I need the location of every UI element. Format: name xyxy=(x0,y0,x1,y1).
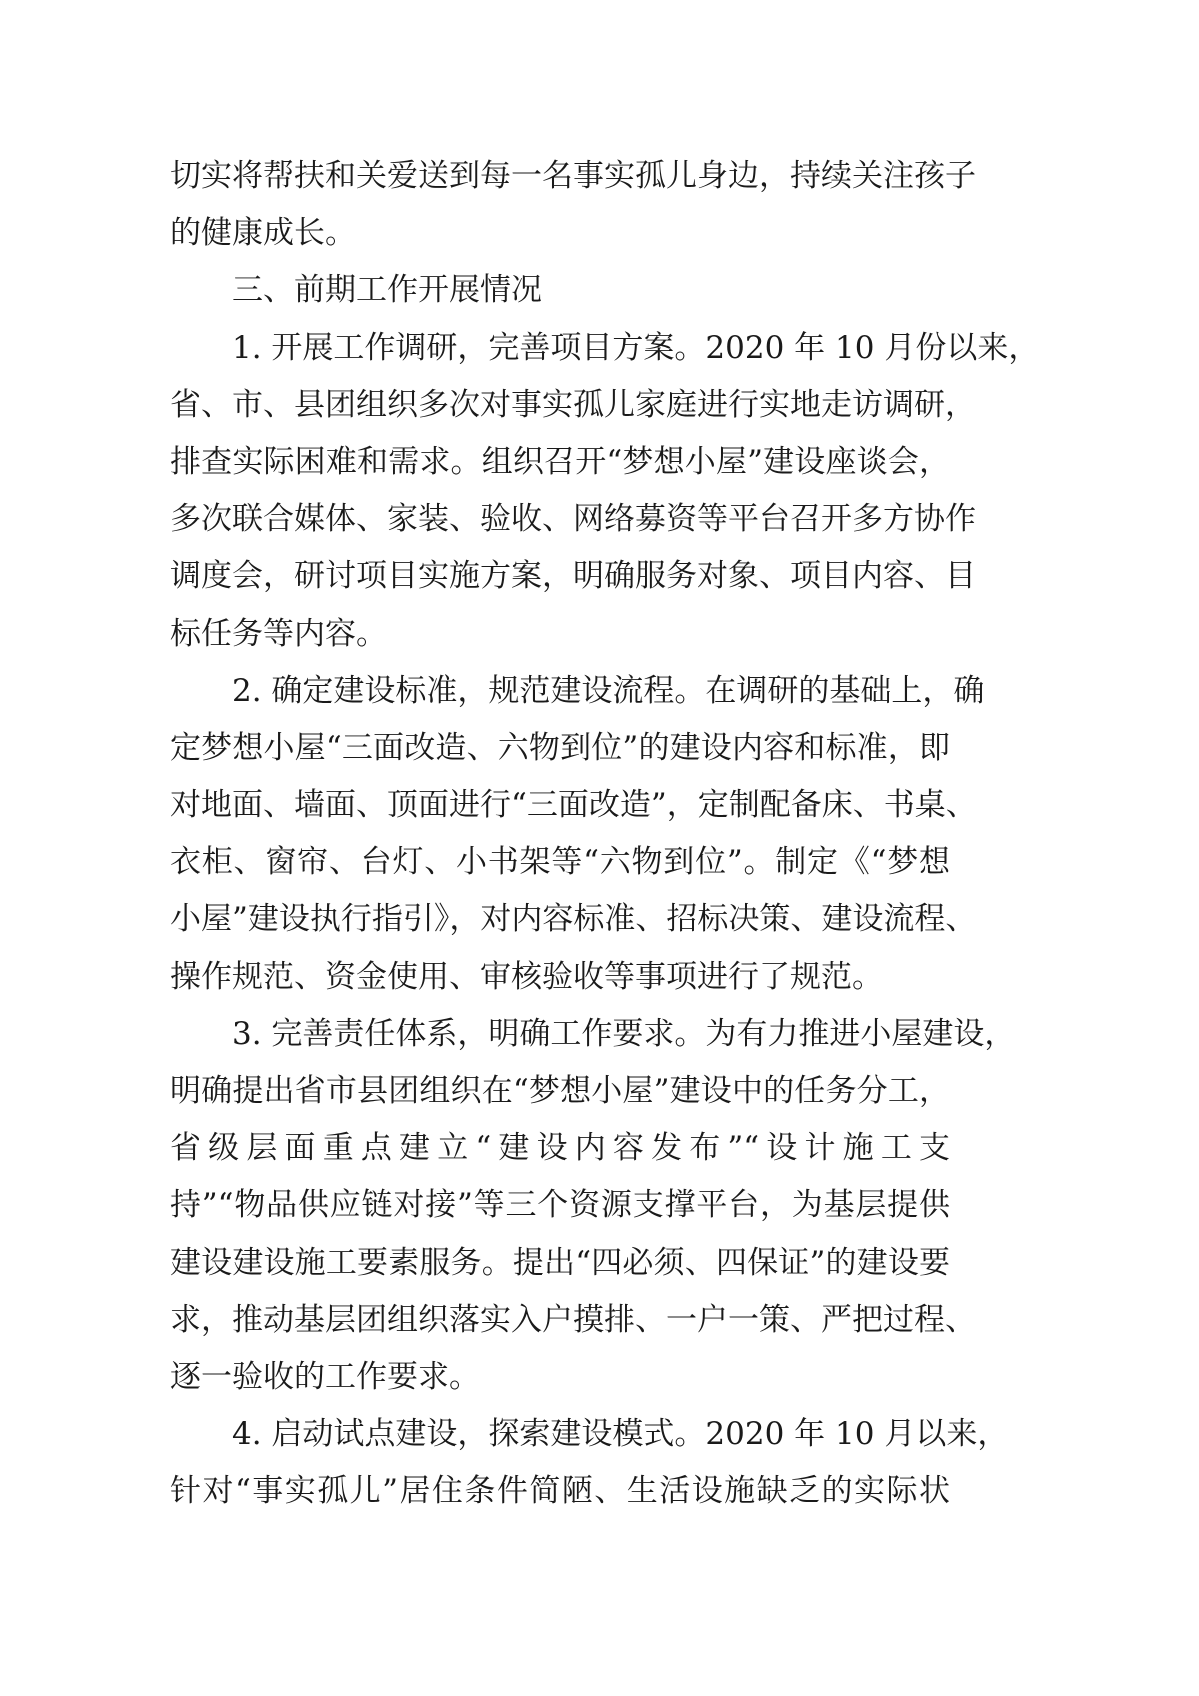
text-line: 针对“事实孤儿”居住条件简陋、生活设施缺乏的实际状 xyxy=(170,1473,950,1510)
text-line: 逐一验收的工作要求。 xyxy=(170,1358,480,1395)
paragraph-4 xyxy=(170,1406,1009,1520)
text-line: 1. 开展工作调研，完善项目方案。2020 年 10 月份以来， xyxy=(232,329,1040,366)
text-line: 标任务等内容。 xyxy=(170,615,387,652)
text-line: 省级层面重点建立“建设内容发布”“设计施工支 xyxy=(170,1130,950,1167)
text-line: 排查实际困难和需求。组织召开“梦想小屋”建设座谈会， xyxy=(170,443,950,480)
text-line: 定梦想小屋“三面改造、六物到位”的建设内容和标准，即 xyxy=(170,729,950,766)
text-line: 小屋”建设执行指引》，对内容标准、招标决策、建设流程、 xyxy=(170,901,977,938)
text-line: 持”“物品供应链对接”等三个资源支撑平台，为基层提供 xyxy=(170,1187,950,1224)
text-line: 对地面、墙面、顶面进行“三面改造”，定制配备床、书桌、 xyxy=(170,787,977,824)
paragraph-continuation xyxy=(170,148,976,262)
text-line: 求，推动基层团组织落实入户摸排、一户一策、严把过程、 xyxy=(170,1301,976,1338)
text-line: 调度会，研讨项目实施方案，明确服务对象、项目内容、目 xyxy=(170,558,976,595)
text-line: 省、市、县团组织多次对事实孤儿家庭进行实地走访调研， xyxy=(170,386,976,423)
paragraph-2 xyxy=(170,663,985,1006)
text-line: 3. 完善责任体系，明确工作要求。为有力推进小屋建设， xyxy=(232,1015,1016,1052)
paragraph-3 xyxy=(170,1006,1016,1406)
document-body xyxy=(170,148,1040,1521)
text-line: 的健康成长。 xyxy=(170,215,356,252)
text-line: 切实将帮扶和关爱送到每一名事实孤儿身边，持续关注孩子 xyxy=(170,158,976,194)
text-line: 操作规范、资金使用、审核验收等事项进行了规范。 xyxy=(170,958,883,995)
text-line: 明确提出省市县团组织在“梦想小屋”建设中的任务分工， xyxy=(170,1073,950,1109)
text-line: 4. 启动试点建设，探索建设模式。2020 年 10 月以来， xyxy=(232,1416,1009,1453)
paragraph-1 xyxy=(170,320,1040,663)
heading-text: 三、前期工作开展情况 xyxy=(232,272,542,309)
text-line: 2. 确定建设标准，规范建设流程。在调研的基础上，确 xyxy=(232,672,985,709)
text-line: 衣柜、窗帘、台灯、小书架等“六物到位”。制定《“梦想 xyxy=(170,844,950,881)
section-heading xyxy=(170,262,950,319)
text-line: 多次联合媒体、家装、验收、网络募资等平台召开多方协作 xyxy=(170,501,976,538)
text-line: 建设建设施工要素服务。提出“四必须、四保证”的建设要 xyxy=(170,1244,950,1281)
